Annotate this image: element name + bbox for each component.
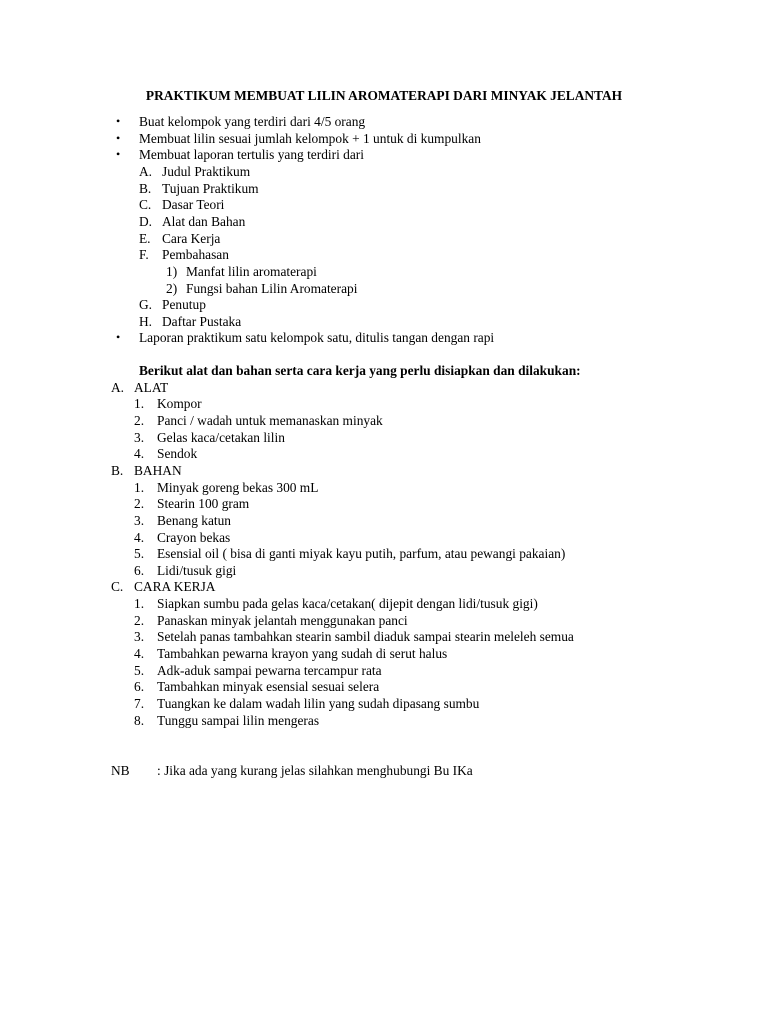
section-heading-row [0, 379, 768, 396]
list-marker: 6. [134, 562, 145, 578]
list-item-text: Panaskan minyak jelantah menggunakan panci [157, 612, 408, 628]
section-list-item [0, 412, 768, 429]
section-heading-row [0, 578, 768, 595]
bullet-item [0, 146, 768, 163]
section-heading: BAHAN [134, 462, 182, 478]
pembahasan-sub-item [0, 280, 768, 297]
list-marker: 1. [134, 396, 145, 412]
section-list-item [0, 562, 768, 579]
list-item-text: Dasar Teori [162, 197, 225, 213]
list-marker: 4. [134, 529, 145, 545]
list-marker: 5. [134, 662, 145, 678]
section-heading-row [0, 462, 768, 479]
section-list-item [0, 479, 768, 496]
bullet-icon: • [116, 147, 121, 162]
nb-text: : Jika ada yang kurang jelas silahkan menghubungi Bu IKa [157, 763, 473, 778]
section-list-item [0, 712, 768, 729]
section-heading: ALAT [134, 379, 169, 395]
list-item-text: Manfat lilin aromaterapi [186, 263, 317, 279]
bullet-text: Membuat lilin sesuai jumlah kelompok + 1 untuk di kumpulkan [139, 130, 481, 146]
list-marker: 4. [134, 446, 145, 462]
bullet-text: Membuat laporan tertulis yang terdiri dari [139, 147, 364, 163]
report-list-item [0, 246, 768, 263]
list-marker: 5. [134, 546, 145, 562]
list-item-text: Pembahasan [162, 247, 229, 263]
section-list-item [0, 445, 768, 462]
list-item-text: Fungsi bahan Lilin Aromaterapi [186, 280, 358, 296]
section-marker: C. [111, 579, 124, 595]
list-marker: 8. [134, 712, 145, 728]
bullet-text: Laporan praktikum satu kelompok satu, ditulis tangan dengan rapi [139, 330, 495, 346]
list-item-text: Tambahkan minyak esensial sesuai selera [157, 679, 380, 695]
list-item-text: Cara Kerja [162, 230, 221, 246]
section-list-item [0, 645, 768, 662]
section-list-item [0, 595, 768, 612]
report-list-item [0, 163, 768, 180]
bullet-item [0, 113, 768, 130]
list-item-text: Panci / wadah untuk memanaskan minyak [157, 412, 383, 428]
list-marker: 2) [166, 280, 178, 296]
bullet-item [0, 130, 768, 147]
pembahasan-sub-item [0, 263, 768, 280]
list-item-text: Lidi/tusuk gigi [157, 562, 237, 578]
list-marker: 2. [134, 496, 145, 512]
list-marker: 1. [134, 479, 145, 495]
list-item-text: Alat dan Bahan [162, 213, 246, 229]
bullet-icon: • [116, 330, 121, 345]
section-list-item [0, 678, 768, 695]
bullet-text: Buat kelompok yang terdiri dari 4/5 orang [139, 114, 366, 129]
section-list-item [0, 545, 768, 562]
report-list-item [0, 213, 768, 230]
report-list-item [0, 313, 768, 330]
list-item-text: Tuangkan ke dalam wadah lilin yang sudah dipasang sumbu [157, 696, 480, 711]
bullet-icon: • [116, 114, 121, 128]
list-item-text: Adk-aduk sampai pewarna tercampur rata [157, 662, 382, 678]
list-marker: 3. [134, 429, 145, 445]
list-item-text: Sendok [157, 446, 198, 462]
report-list-item [0, 180, 768, 197]
nb-note [0, 762, 768, 779]
section-list-item [0, 612, 768, 629]
nb-label: NB [111, 763, 130, 778]
list-item-text: Stearin 100 gram [157, 496, 250, 512]
report-list-item [0, 230, 768, 247]
section-list-item [0, 512, 768, 529]
section-list-item [0, 529, 768, 546]
list-item-text: Tambahkan pewarna krayon yang sudah di serut halus [157, 646, 448, 662]
list-marker: F. [139, 247, 149, 263]
section-list-item [0, 662, 768, 679]
list-item-text: Judul Praktikum [162, 163, 251, 179]
list-marker: D. [139, 213, 153, 229]
list-marker: 1. [134, 596, 145, 612]
list-item-text: Gelas kaca/cetakan lilin [157, 429, 285, 445]
list-item-text: Daftar Pustaka [162, 313, 242, 329]
intro-heading: Berikut alat dan bahan serta cara kerja yang perlu disiapkan dan dilakukan: [139, 363, 581, 378]
list-marker: 3. [134, 629, 145, 645]
section-list-item [0, 695, 768, 712]
list-marker: 2. [134, 412, 145, 428]
section-marker: A. [111, 379, 125, 395]
list-marker: E. [139, 230, 151, 246]
list-marker: 3. [134, 512, 145, 528]
list-marker: C. [139, 197, 152, 213]
list-marker: 2. [134, 612, 145, 628]
list-marker: G. [139, 297, 153, 313]
list-item-text: Minyak goreng bekas 300 mL [157, 479, 319, 495]
report-list-item [0, 196, 768, 213]
list-marker: 6. [134, 679, 145, 695]
section-list-item [0, 395, 768, 412]
section-list-item [0, 628, 768, 645]
list-marker: H. [139, 313, 153, 329]
list-marker: A. [139, 163, 153, 179]
bullet-icon: • [116, 130, 121, 145]
list-item-text: Kompor [157, 396, 202, 412]
bullet-item [0, 329, 768, 346]
list-marker: B. [139, 180, 152, 196]
list-item-text: Benang katun [157, 512, 232, 528]
section-list-item [0, 495, 768, 512]
section-heading: CARA KERJA [134, 579, 216, 595]
list-item-text: Tunggu sampai lilin mengeras [157, 712, 320, 728]
list-item-text: Crayon bekas [157, 529, 231, 545]
list-item-text: Setelah panas tambahkan stearin sambil diaduk sampai stearin meleleh semua [157, 629, 574, 645]
intro-line [0, 362, 768, 379]
list-item-text: Tujuan Praktikum [162, 180, 259, 196]
list-item-text: Siapkan sumbu pada gelas kaca/cetakan( dijepit dengan lidi/tusuk gigi) [157, 596, 538, 612]
section-list-item [0, 429, 768, 446]
report-list-item [0, 296, 768, 313]
document-title: PRAKTIKUM MEMBUAT LILIN AROMATERAPI DARI MINYAK JELANTAH [145, 88, 623, 103]
list-marker: 1) [166, 263, 178, 279]
list-item-text: Penutup [162, 297, 206, 313]
list-marker: 7. [134, 696, 145, 711]
section-marker: B. [111, 462, 124, 478]
list-marker: 4. [134, 646, 145, 662]
list-item-text: Esensial oil ( bisa di ganti miyak kayu putih, parfum, atau pewangi pakaian) [157, 546, 566, 562]
